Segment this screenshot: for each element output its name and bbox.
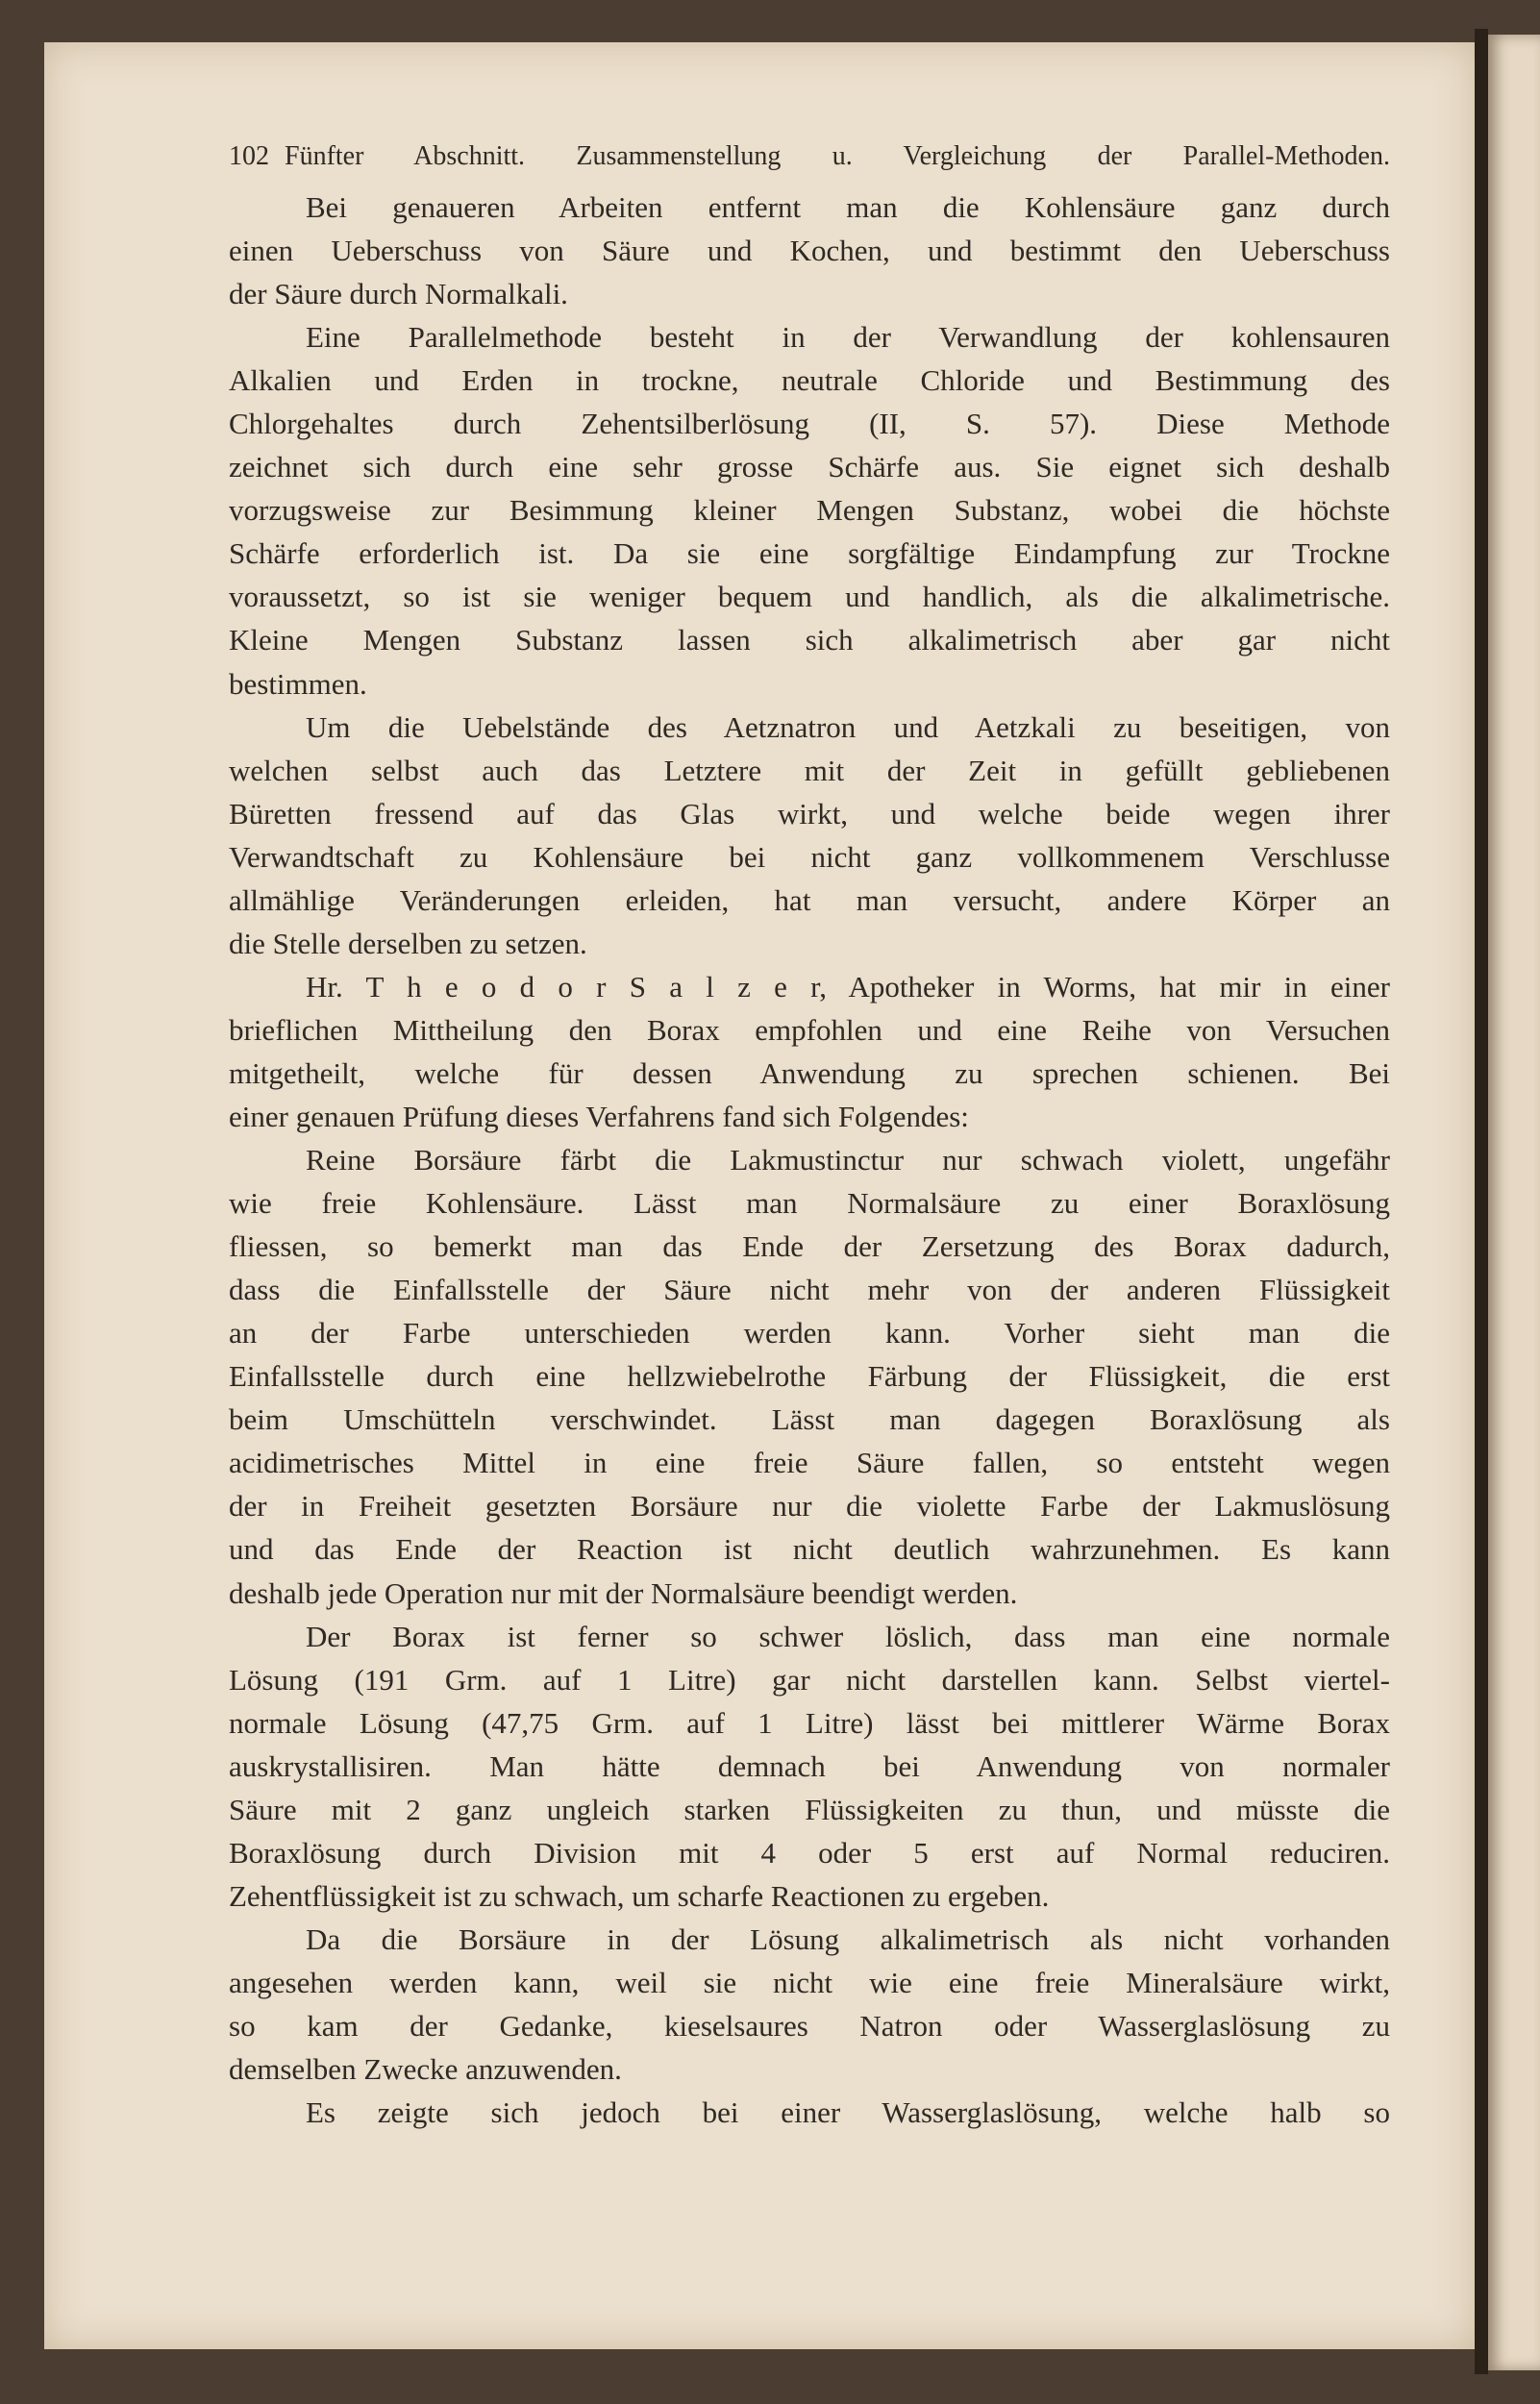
text-line: angesehen werden kann, weil sie nicht wie eine freie Mineralsäure wirkt, <box>229 1965 1390 1999</box>
text-line: Boraxlösung durch Division mit 4 oder 5 erst auf Normal reduciren. <box>229 1835 1390 1870</box>
text-line: Schärfe erforderlich ist. Da sie eine sorgfältige Eindampfung zur Trockne <box>229 536 1390 571</box>
paragraph <box>229 2091 1390 2134</box>
facing-page-edge <box>1488 35 1540 2370</box>
text-line: auskrystallisiren. Man hätte demnach bei Anwendung von normaler <box>229 1748 1390 1783</box>
text-line: normale Lösung (47,75 Grm. auf 1 Litre) lässt bei mittlerer Wärme Borax <box>229 1705 1390 1740</box>
text-line: demselben Zwecke anzuwenden. <box>229 2052 622 2087</box>
page-text <box>229 135 1390 2134</box>
text-line: Kleine Mengen Substanz lassen sich alkalimetrisch aber gar nicht <box>229 623 1390 657</box>
paragraph <box>229 965 1390 1138</box>
running-title: Fünfter Abschnitt. Zusammenstellung u. Vergleichung der Parallel-Methoden. <box>285 141 1390 171</box>
text-line: Zehentflüssigkeit ist zu schwach, um scharfe Reactionen zu ergeben. <box>229 1878 1050 1913</box>
text-line: mitgetheilt, welche für dessen Anwendung zu sprechen schienen. Bei <box>229 1055 1390 1090</box>
text-line: Lösung (191 Grm. auf 1 Litre) gar nicht darstellen kann. Selbst viertel- <box>229 1662 1390 1697</box>
running-header <box>229 135 1390 179</box>
page-number: 102 <box>229 141 269 171</box>
text-line: Eine Parallelmethode besteht in der Verwandlung der kohlensauren <box>306 320 1390 355</box>
text-line: und das Ende der Reaction ist nicht deutlich wahrzunehmen. Es kann <box>229 1532 1390 1567</box>
text-line: Hr. T h e o d o r S a l z e r, Apotheker in Worms, hat mir in einer <box>306 969 1390 1004</box>
text-line: Es zeigte sich jedoch bei einer Wasserglaslösung, welche halb so <box>306 2095 1390 2130</box>
text-line: der in Freiheit gesetzten Borsäure nur die violette Farbe der Lakmuslösung <box>229 1489 1390 1524</box>
text-line: Da die Borsäure in der Lösung alkalimetrisch als nicht vorhanden <box>306 1921 1390 1956</box>
text-line: deshalb jede Operation nur mit der Normalsäure beendigt werden. <box>229 1575 1018 1610</box>
text-line: bestimmen. <box>229 666 367 701</box>
text-line: einen Ueberschuss von Säure und Kochen, und bestimmt den Ueberschuss <box>229 234 1390 268</box>
text-line: Säure mit 2 ganz ungleich starken Flüssigkeiten zu thun, und müsste die <box>229 1792 1390 1826</box>
text-line: Alkalien und Erden in trockne, neutrale Chloride und Bestimmung des <box>229 363 1390 398</box>
text-line: die Stelle derselben zu setzen. <box>229 926 587 960</box>
text-line: Reine Borsäure färbt die Lakmustinctur nur schwach violett, ungefähr <box>306 1143 1390 1177</box>
text-line: acidimetrisches Mittel in eine freie Säure fallen, so entsteht wegen <box>229 1446 1390 1480</box>
text-line: vorzugsweise zur Besimmung kleiner Mengen Substanz, wobei die höchste <box>229 493 1390 528</box>
text-line: welchen selbst auch das Letztere mit der Zeit in gefüllt gebliebenen <box>229 753 1390 787</box>
text-line: allmählige Veränderungen erleiden, hat man versucht, andere Körper an <box>229 882 1390 917</box>
text-line: Um die Uebelstände des Aetznatron und Aetzkali zu beseitigen, von <box>306 709 1390 744</box>
text-line: fliessen, so bemerkt man das Ende der Zersetzung des Borax dadurch, <box>229 1229 1390 1264</box>
text-line: Büretten fressend auf das Glas wirkt, und welche beide wegen ihrer <box>229 796 1390 830</box>
text-line: dass die Einfallsstelle der Säure nicht mehr von der anderen Flüssigkeit <box>229 1273 1390 1307</box>
text-line: voraussetzt, so ist sie weniger bequem und handlich, als die alkalimetrische. <box>229 580 1390 614</box>
text-line: zeichnet sich durch eine sehr grosse Schärfe aus. Sie eignet sich deshalb <box>229 450 1390 484</box>
text-line: der Säure durch Normalkali. <box>229 277 568 311</box>
text-line: so kam der Gedanke, kieselsaures Natron oder Wasserglaslösung zu <box>229 2008 1390 2043</box>
paragraph <box>229 1615 1390 1918</box>
text-line: Der Borax ist ferner so schwer löslich, dass man eine normale <box>306 1619 1390 1653</box>
paragraph <box>229 1138 1390 1615</box>
paragraph <box>229 315 1390 705</box>
text-line: Einfallsstelle durch eine hellzwiebelrothe Färbung der Flüssigkeit, die erst <box>229 1359 1390 1394</box>
text-line: Chlorgehaltes durch Zehentsilberlösung (II, S. 57). Diese Methode <box>229 407 1390 441</box>
book-gutter <box>1475 29 1488 2374</box>
paragraph <box>229 706 1390 965</box>
paragraph <box>229 186 1390 315</box>
text-line: wie freie Kohlensäure. Lässt man Normalsäure zu einer Boraxlösung <box>229 1186 1390 1221</box>
text-line: einer genauen Prüfung dieses Verfahrens fand sich Folgendes: <box>229 1099 969 1133</box>
text-line: beim Umschütteln verschwindet. Lässt man dagegen Boraxlösung als <box>229 1402 1390 1437</box>
text-line: Verwandtschaft zu Kohlensäure bei nicht ganz vollkommenem Verschlusse <box>229 839 1390 874</box>
text-line: Bei genaueren Arbeiten entfernt man die Kohlensäure ganz durch <box>306 190 1390 224</box>
text-line: brieflichen Mittheilung den Borax empfohlen und eine Reihe von Versuchen <box>229 1012 1390 1047</box>
text-line: an der Farbe unterschieden werden kann. Vorher sieht man die <box>229 1316 1390 1351</box>
paragraph <box>229 1918 1390 2091</box>
